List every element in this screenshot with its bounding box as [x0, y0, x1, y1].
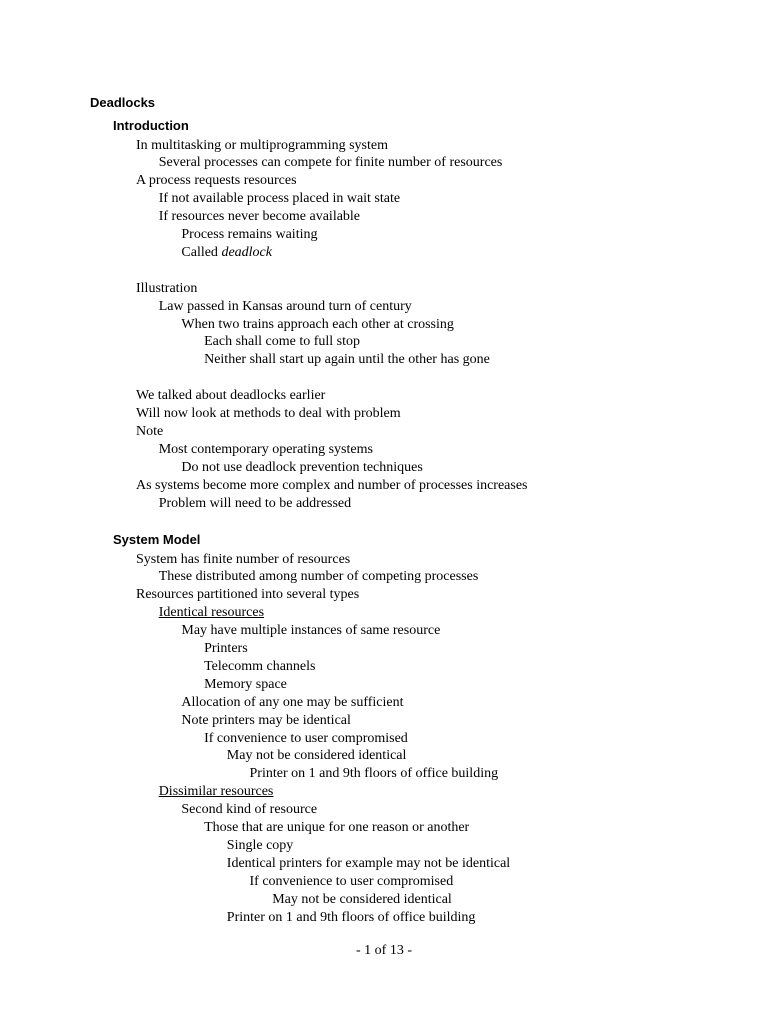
outline-line: [181, 695, 403, 711]
outline-line-text: If not available process placed in wait state: [158, 191, 401, 207]
outline-line-text: Single copy: [226, 837, 294, 853]
emphasized-term: deadlock: [221, 244, 272, 260]
outline-line-text: Identical resources: [158, 605, 265, 621]
outline-line-text: Note printers may be identical: [181, 712, 351, 728]
outline-line: [204, 334, 360, 350]
outline-line: [136, 388, 325, 404]
outline-line-text: In multitasking or multiprogramming system: [136, 137, 388, 153]
outline-line-text: Called: [181, 244, 222, 260]
outline-line: [181, 713, 351, 729]
outline-line: [159, 155, 503, 171]
outline-line: [136, 406, 401, 422]
outline-line-text: If resources never become available: [158, 209, 361, 225]
outline-line: [227, 910, 476, 926]
outline-line-text: Will now look at methods to deal with problem: [136, 406, 401, 421]
outline-line: [204, 820, 469, 836]
outline-line: [204, 659, 315, 675]
outline-line: [159, 569, 479, 585]
outline-line: [159, 496, 351, 512]
outline-line-text: May not be considered identical: [226, 748, 407, 764]
outline-line-text: Resources partitioned into several types: [136, 587, 360, 603]
outline-line: [227, 856, 510, 872]
section-heading: Introduction: [113, 118, 189, 133]
outline-line: [159, 442, 373, 458]
outline-line-text: Identical printers for example may not be identical: [226, 855, 511, 871]
outline-line-text: Note: [136, 423, 164, 439]
outline-line: [227, 748, 407, 764]
outline-line-text: Each shall come to full stop: [204, 334, 361, 350]
outline-line: [136, 173, 297, 189]
outline-line: [181, 802, 317, 818]
outline-line-text: Printer on 1 and 9th floors of office building: [249, 766, 499, 782]
outline-line: [136, 552, 350, 568]
outline-line-text: Illustration: [136, 280, 198, 296]
outline-line: [136, 587, 359, 603]
outline-line: [159, 299, 412, 315]
outline-line: [250, 766, 499, 782]
outline-line-text: Neither shall start up again until the other has gone: [204, 352, 490, 368]
section-heading: System Model: [113, 532, 201, 547]
outline-line: [181, 245, 272, 261]
outline-line: [159, 605, 264, 621]
outline-line-text: Memory space: [204, 676, 287, 692]
outline-line: [136, 281, 197, 297]
outline-line-text: System has finite number of resources: [136, 551, 351, 567]
outline-line: [136, 138, 388, 154]
outline-line: [136, 424, 163, 440]
outline-line: [227, 838, 294, 854]
outline-line-text: Problem will need to be addressed: [158, 495, 352, 511]
outline-line-text: When two trains approach each other at crossing: [181, 316, 454, 332]
outline-line-text: Printer on 1 and 9th floors of office building: [226, 909, 476, 925]
outline-line-text: Most contemporary operating systems: [158, 441, 373, 457]
outline-line: [204, 641, 248, 657]
outline-line-text: Printers: [204, 641, 248, 656]
outline-line-text: May not be considered identical: [272, 891, 452, 907]
outline-line: [272, 892, 452, 908]
outline-line: [181, 623, 440, 639]
outline-line-text: May have multiple instances of same resource: [181, 623, 441, 639]
outline-line-text: A process requests resources: [136, 173, 297, 189]
outline-line-text: Several processes can compete for finite number of resources: [158, 155, 503, 171]
outline-line: [159, 209, 360, 225]
outline-line-text: If convenience to user compromised: [249, 873, 454, 889]
outline-line-text: Law passed in Kansas around turn of century: [158, 298, 412, 314]
outline-line-text: Telecomm channels: [204, 658, 316, 674]
outline-line: [204, 677, 287, 693]
outline-line: [204, 352, 490, 368]
outline-line: [204, 731, 408, 747]
outline-line-text: Those that are unique for one reason or another: [204, 820, 470, 835]
document-title: Deadlocks: [90, 95, 156, 110]
outline-line-text: Dissimilar resources: [158, 784, 274, 800]
outline-line-text: These distributed among number of competing processes: [158, 569, 479, 585]
outline-line-text: As systems become more complex and number of processes increases: [136, 477, 528, 493]
outline-line: [136, 478, 528, 494]
outline-line-text: If convenience to user compromised: [204, 730, 408, 746]
outline-line: [181, 227, 317, 243]
outline-line-text: Do not use deadlock prevention techniques: [181, 459, 423, 475]
outline-line: [159, 191, 400, 207]
page-number: - 1 of 13 -: [356, 943, 412, 958]
outline-line: [181, 317, 454, 333]
outline-line-text: Process remains waiting: [181, 227, 318, 242]
outline-line: [159, 784, 274, 800]
outline-line-text: We talked about deadlocks earlier: [136, 388, 326, 404]
outline-line-text: Second kind of resource: [181, 802, 318, 818]
outline-line: [181, 460, 422, 476]
outline-line-text: Allocation of any one may be sufficient: [181, 694, 404, 710]
outline-line: [250, 874, 454, 890]
